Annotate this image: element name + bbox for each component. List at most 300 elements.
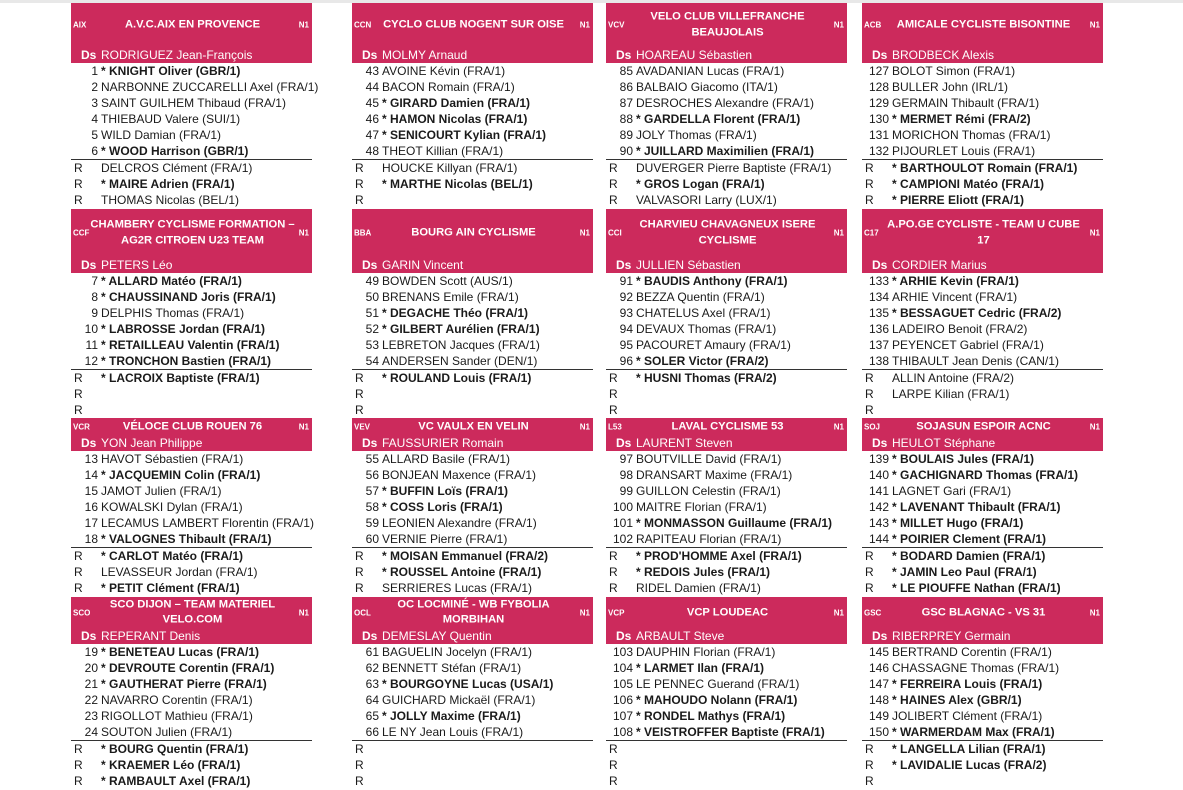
- rider-name: ARHIE Vincent (FRA/1): [892, 290, 1018, 304]
- rider-name: GERMAIN Thibault (FRA/1): [892, 96, 1040, 110]
- rider-row: [606, 111, 847, 127]
- reserve-row: [352, 176, 593, 192]
- rider-name: * HAMON Nicolas (FRA/1): [382, 112, 528, 126]
- team-header: [862, 209, 1103, 273]
- bib-number: 43: [365, 64, 379, 78]
- team-code: SOJ: [864, 422, 881, 431]
- team-title-area: [71, 418, 312, 435]
- rider-row: [606, 467, 847, 483]
- team-title-area: [352, 597, 593, 628]
- rider-name: LEONIEN Alexandre (FRA/1): [382, 516, 537, 530]
- reserve-row: [862, 159, 1103, 176]
- rider-name: ANDERSEN Sander (DEN/1): [382, 354, 538, 368]
- rider-row: [71, 127, 312, 143]
- rider-name: JOLIBERT Clément (FRA/1): [892, 709, 1043, 723]
- reserve-row: [862, 369, 1103, 386]
- reserve-letter: R: [609, 193, 618, 207]
- reserve-letter: R: [355, 193, 364, 207]
- rider-name: * GARDELLA Florent (FRA/1): [636, 112, 801, 126]
- team-title-area: [606, 418, 847, 435]
- ds-name: RODRIGUEZ Jean-François: [101, 48, 253, 62]
- bib-number: 145: [868, 645, 889, 659]
- team-name: GSC BLAGNAC - VS 31: [921, 605, 1046, 618]
- rider-name: * DEGACHE Théo (FRA/1): [382, 306, 529, 320]
- ds-label: Ds: [81, 48, 97, 62]
- team-title-area: [606, 209, 847, 257]
- rider-row: [862, 337, 1103, 353]
- ds-name: REPERANT Denis: [101, 629, 201, 643]
- ds-name: HOAREAU Sébastien: [636, 48, 753, 62]
- bib-number: 52: [365, 322, 379, 336]
- ds-label: Ds: [616, 258, 632, 272]
- rider-row: [862, 321, 1103, 337]
- rider-row: [862, 79, 1103, 95]
- reserve-row: [862, 547, 1103, 564]
- bib-number: 16: [84, 500, 98, 514]
- reserve-letter: R: [865, 403, 874, 417]
- rider-name: THEOT Killian (FRA/1): [382, 144, 504, 158]
- directeur-sportif: [872, 48, 1101, 62]
- reserve-letter: R: [865, 581, 874, 595]
- rider-name: BAGUELIN Jocelyn (FRA/1): [382, 645, 533, 659]
- bib-number: 50: [365, 290, 379, 304]
- reserve-name: SERRIERES Lucas (FRA/1): [382, 581, 533, 595]
- reserve-name: * GROS Logan (FRA/1): [636, 177, 765, 191]
- rider-name: * BAUDIS Anthony (FRA/1): [636, 274, 788, 288]
- division-badge: N1: [298, 422, 309, 431]
- bib-number: 59: [365, 516, 379, 530]
- rider-row: [862, 531, 1103, 547]
- rider-name: * WOOD Harrison (GBR/1): [101, 144, 249, 158]
- division-badge: N1: [1089, 20, 1100, 30]
- reserve-letter: R: [355, 549, 364, 563]
- bib-number: 8: [91, 290, 98, 304]
- rider-name: NAVARRO Corentin (FRA/1): [101, 693, 253, 707]
- rider-row: [71, 660, 312, 676]
- reserve-letter: R: [609, 774, 618, 788]
- reserve-name: * LAVIDALIE Lucas (FRA/2): [892, 758, 1047, 772]
- ds-name: DEMESLAY Quentin: [382, 629, 492, 643]
- bib-number: 7: [91, 274, 98, 288]
- rider-name: MAITRE Florian (FRA/1): [636, 500, 767, 514]
- ds-name: MOLMY Arnaud: [382, 48, 468, 62]
- rider-row: [606, 63, 847, 79]
- bib-number: 136: [868, 322, 889, 336]
- rider-row: [606, 515, 847, 531]
- reserve-letter: R: [865, 371, 874, 385]
- rider-name: * LAVENANT Thibault (FRA/1): [892, 500, 1061, 514]
- bib-number: 132: [868, 144, 889, 158]
- bib-number: 87: [619, 96, 633, 110]
- rider-name: * BUFFIN Loïs (FRA/1): [382, 484, 508, 498]
- rider-row: [862, 95, 1103, 111]
- team-name: CYCLO CLUB NOGENT SUR OISE: [383, 18, 564, 31]
- ds-label: Ds: [81, 629, 97, 643]
- team-title-area: [71, 3, 312, 47]
- bib-number: 99: [619, 484, 633, 498]
- bib-number: 93: [619, 306, 633, 320]
- division-badge: N1: [1089, 608, 1100, 617]
- bib-number: 101: [612, 516, 633, 530]
- rider-name: * BENETEAU Lucas (FRA/1): [101, 645, 260, 659]
- reserve-letter: R: [609, 177, 618, 191]
- bib-number: 90: [619, 144, 633, 158]
- bib-number: 61: [365, 645, 379, 659]
- rider-name: BOUTVILLE David (FRA/1): [636, 452, 782, 466]
- reserve-row: [352, 740, 593, 757]
- team-header: [352, 418, 593, 451]
- rider-name: GUICHARD Mickaël (FRA/1): [382, 693, 536, 707]
- team-block: [606, 3, 847, 208]
- team-block: [352, 209, 593, 418]
- division-badge: N1: [298, 20, 309, 30]
- bib-number: 144: [868, 532, 889, 546]
- bib-number: 51: [365, 306, 379, 320]
- reserve-letter: R: [74, 549, 83, 563]
- rider-name: BACON Romain (FRA/1): [382, 80, 515, 94]
- directeur-sportif: [81, 258, 310, 272]
- bib-number: 2: [91, 80, 98, 94]
- reserve-row: [862, 176, 1103, 192]
- rider-name: DAUPHIN Florian (FRA/1): [636, 645, 776, 659]
- bib-number: 128: [868, 80, 889, 94]
- rider-row: [606, 95, 847, 111]
- reserve-name: * LACROIX Baptiste (FRA/1): [101, 371, 260, 385]
- bib-number: 95: [619, 338, 633, 352]
- rider-name: * ARHIE Kevin (FRA/1): [892, 274, 1019, 288]
- rider-name: * MONMASSON Guillaume (FRA/1): [636, 516, 833, 530]
- bib-number: 104: [612, 661, 633, 675]
- rider-row: [862, 289, 1103, 305]
- reserve-letter: R: [74, 774, 83, 788]
- ds-name: CORDIER Marius: [892, 258, 987, 272]
- team-block: [862, 418, 1103, 596]
- reserve-row: [352, 159, 593, 176]
- rider-row: [352, 353, 593, 369]
- team-block: [606, 209, 847, 418]
- team-name: VC VAULX EN VELIN: [418, 419, 529, 432]
- ds-name: JULLIEN Sébastien: [636, 258, 741, 272]
- rider-name: BOLOT Simon (FRA/1): [892, 64, 1016, 78]
- team-name: SOJASUN ESPOIR ACNC: [916, 419, 1051, 432]
- reserve-row: [862, 740, 1103, 757]
- reserve-letter: R: [355, 565, 364, 579]
- reserve-letter: R: [74, 581, 83, 595]
- team-name: VÉLOCE CLUB ROUEN 76: [122, 419, 263, 432]
- bib-number: 134: [868, 290, 889, 304]
- reserve-row: [71, 564, 312, 580]
- bib-number: 12: [84, 354, 98, 368]
- bib-number: 23: [84, 709, 98, 723]
- rider-name: * COSS Loris (FRA/1): [382, 500, 503, 514]
- rider-row: [352, 127, 593, 143]
- directeur-sportif: [872, 629, 1101, 643]
- reserve-letter: R: [865, 549, 874, 563]
- team-name: CHARVIEU CHAVAGNEUX ISERE CYCLISME: [639, 218, 816, 246]
- rider-row: [862, 515, 1103, 531]
- reserve-row: [862, 402, 1103, 418]
- ds-name: YON Jean Philippe: [101, 436, 203, 450]
- rider-row: [352, 451, 593, 467]
- rider-name: SOUTON Julien (FRA/1): [101, 725, 233, 739]
- reserve-letter: R: [355, 371, 364, 385]
- reserve-row: [862, 386, 1103, 402]
- division-badge: N1: [579, 608, 590, 617]
- rider-row: [352, 499, 593, 515]
- team-code: OCL: [354, 608, 371, 617]
- rider-row: [606, 337, 847, 353]
- rider-name: * JACQUEMIN Colin (FRA/1): [101, 468, 261, 482]
- team-title-area: [606, 3, 847, 47]
- rider-name: * MILLET Hugo (FRA/1): [892, 516, 1024, 530]
- rider-name: CHASSAGNE Thomas (FRA/1): [892, 661, 1060, 675]
- rider-name: * CHAUSSINAND Joris (FRA/1): [101, 290, 276, 304]
- team-code: VCR: [73, 422, 90, 431]
- team-name: VCP LOUDEAC: [686, 605, 769, 618]
- reserve-row: [606, 386, 847, 402]
- bib-number: 9: [91, 306, 98, 320]
- team-code: C17: [864, 228, 879, 238]
- reserve-name: LEVASSEUR Jordan (FRA/1): [101, 565, 258, 579]
- reserve-letter: R: [609, 549, 618, 563]
- reserve-name: * PETIT Clément (FRA/1): [101, 581, 240, 595]
- rider-row: [352, 515, 593, 531]
- team-header: [352, 209, 593, 273]
- reserve-letter: R: [609, 371, 618, 385]
- reserve-name: ALLIN Antoine (FRA/2): [892, 371, 1015, 385]
- team-code: CCI: [608, 228, 622, 238]
- team-header: [606, 418, 847, 451]
- rider-row: [71, 143, 312, 159]
- rider-row: [71, 111, 312, 127]
- rider-row: [862, 483, 1103, 499]
- rider-row: [352, 79, 593, 95]
- team-header: [606, 597, 847, 644]
- rider-row: [71, 337, 312, 353]
- reserve-row: [352, 402, 593, 418]
- reserve-name: * PIERRE Eliott (FRA/1): [892, 193, 1025, 207]
- team-code: CCF: [73, 228, 90, 238]
- bib-number: 15: [84, 484, 98, 498]
- reserve-row: [606, 773, 847, 789]
- reserve-name: * HUSNI Thomas (FRA/2): [636, 371, 777, 385]
- bib-number: 64: [365, 693, 379, 707]
- rider-name: * GACHIGNARD Thomas (FRA/1): [892, 468, 1079, 482]
- rider-name: * FERREIRA Louis (FRA/1): [892, 677, 1043, 691]
- ds-label: Ds: [81, 436, 97, 450]
- reserve-name: * RAMBAULT Axel (FRA/1): [101, 774, 251, 788]
- team-title-area: [352, 418, 593, 435]
- rider-name: * JUILLARD Maximilien (FRA/1): [636, 144, 815, 158]
- rider-name: PIJOURLET Louis (FRA/1): [892, 144, 1036, 158]
- bib-number: 20: [84, 661, 98, 675]
- rider-row: [352, 289, 593, 305]
- team-code: GSC: [864, 608, 882, 617]
- team-title-area: [71, 209, 312, 257]
- bib-number: 18: [84, 532, 98, 546]
- rider-name: BRENANS Emile (FRA/1): [382, 290, 519, 304]
- bib-number: 150: [868, 725, 889, 739]
- rider-row: [71, 692, 312, 708]
- rider-row: [71, 63, 312, 79]
- team-name: OC LOCMINÉ - WB FYBOLIA MORBIHAN: [397, 598, 550, 626]
- bib-number: 10: [84, 322, 98, 336]
- ds-name: RIBERPREY Germain: [892, 629, 1011, 643]
- reserve-row: [352, 580, 593, 596]
- rider-name: BULLER John (IRL/1): [892, 80, 1009, 94]
- bib-number: 98: [619, 468, 633, 482]
- rider-row: [606, 321, 847, 337]
- reserve-row: [606, 564, 847, 580]
- reserve-row: [71, 192, 312, 208]
- bib-number: 146: [868, 661, 889, 675]
- team-code: L53: [608, 422, 622, 431]
- reserve-row: [71, 159, 312, 176]
- rider-row: [352, 660, 593, 676]
- reserve-name: * REDOIS Jules (FRA/1): [636, 565, 771, 579]
- rider-row: [862, 660, 1103, 676]
- reserve-row: [606, 580, 847, 596]
- reserve-row: [352, 192, 593, 208]
- bib-number: 58: [365, 500, 379, 514]
- rider-name: * GILBERT Aurélien (FRA/1): [382, 322, 540, 336]
- rider-row: [606, 305, 847, 321]
- reserve-letter: R: [609, 403, 618, 417]
- rider-row: [862, 676, 1103, 692]
- team-header: [862, 597, 1103, 644]
- ds-label: Ds: [81, 258, 97, 272]
- rider-row: [606, 143, 847, 159]
- reserve-name: * JAMIN Leo Paul (FRA/1): [892, 565, 1037, 579]
- team-name: A.V.C.AIX EN PROVENCE: [124, 18, 261, 31]
- bib-number: 129: [868, 96, 889, 110]
- team-code: VCV: [608, 20, 625, 30]
- rider-row: [71, 321, 312, 337]
- bib-number: 57: [365, 484, 379, 498]
- team-title-area: [71, 597, 312, 628]
- rider-row: [71, 273, 312, 289]
- bib-number: 140: [868, 468, 889, 482]
- bib-number: 62: [365, 661, 379, 675]
- bib-number: 147: [868, 677, 889, 691]
- directeur-sportif: [81, 436, 310, 450]
- reserve-letter: R: [74, 758, 83, 772]
- reserve-letter: R: [609, 565, 618, 579]
- bib-number: 103: [612, 645, 633, 659]
- bib-number: 107: [612, 709, 633, 723]
- rider-row: [606, 676, 847, 692]
- team-code: BBA: [354, 228, 372, 238]
- rider-name: PACOURET Amaury (FRA/1): [636, 338, 791, 352]
- reserve-letter: R: [355, 403, 364, 417]
- team-header: [71, 418, 312, 451]
- bib-number: 66: [365, 725, 379, 739]
- rider-name: * BESSAGUET Cedric (FRA/2): [892, 306, 1062, 320]
- rider-row: [862, 692, 1103, 708]
- bib-number: 137: [868, 338, 889, 352]
- division-badge: N1: [833, 20, 844, 30]
- rider-name: * SOLER Victor (FRA/2): [636, 354, 769, 368]
- rider-name: MORICHON Thomas (FRA/1): [892, 128, 1051, 142]
- reserve-name: * BARTHOULOT Romain (FRA/1): [892, 161, 1078, 175]
- rider-row: [71, 644, 312, 660]
- bib-number: 141: [868, 484, 889, 498]
- rider-name: RIGOLLOT Mathieu (FRA/1): [101, 709, 253, 723]
- reserve-letter: R: [355, 581, 364, 595]
- reserve-row: [71, 369, 312, 386]
- rider-row: [71, 467, 312, 483]
- rider-row: [352, 467, 593, 483]
- rider-row: [71, 724, 312, 740]
- reserve-letter: R: [74, 387, 83, 401]
- rider-row: [71, 353, 312, 369]
- directeur-sportif: [81, 48, 310, 62]
- rider-row: [862, 708, 1103, 724]
- reserve-row: [862, 564, 1103, 580]
- ds-label: Ds: [362, 258, 378, 272]
- ds-name: HEULOT Stéphane: [892, 436, 996, 450]
- rider-name: * LARMET Ilan (FRA/1): [636, 661, 764, 675]
- reserve-letter: R: [865, 161, 874, 175]
- rider-name: NARBONNE ZUCCARELLI Axel (FRA/1): [101, 80, 319, 94]
- rider-name: THIEBAUD Valere (SUI/1): [101, 112, 241, 126]
- rider-name: * LABROSSE Jordan (FRA/1): [101, 322, 266, 336]
- ds-name: BRODBECK Alexis: [892, 48, 995, 62]
- bib-number: 127: [868, 64, 889, 78]
- bib-number: 138: [868, 354, 889, 368]
- reserve-row: [352, 369, 593, 386]
- rider-row: [862, 63, 1103, 79]
- rider-row: [352, 273, 593, 289]
- rider-row: [71, 95, 312, 111]
- reserve-row: [862, 773, 1103, 789]
- reserve-letter: R: [609, 581, 618, 595]
- rider-row: [862, 724, 1103, 740]
- team-header: [352, 597, 593, 644]
- rider-row: [862, 467, 1103, 483]
- bib-number: 135: [868, 306, 889, 320]
- division-badge: N1: [833, 608, 844, 617]
- reserve-name: * LE PIOUFFE Nathan (FRA/1): [892, 581, 1061, 595]
- division-badge: N1: [298, 608, 309, 617]
- rider-name: DELPHIS Thomas (FRA/1): [101, 306, 245, 320]
- rider-row: [71, 305, 312, 321]
- reserve-row: [606, 740, 847, 757]
- rider-name: BOWDEN Scott (AUS/1): [382, 274, 513, 288]
- rider-row: [862, 273, 1103, 289]
- rider-name: BENNETT Stéfan (FRA/1): [382, 661, 522, 675]
- reserve-name: DELCROS Clément (FRA/1): [101, 161, 253, 175]
- rider-row: [352, 724, 593, 740]
- reserve-row: [606, 402, 847, 418]
- directeur-sportif: [362, 48, 591, 62]
- rider-row: [352, 337, 593, 353]
- directeur-sportif: [616, 48, 845, 62]
- rider-row: [862, 111, 1103, 127]
- rider-name: PEYENCET Gabriel (FRA/1): [892, 338, 1044, 352]
- rider-row: [352, 676, 593, 692]
- ds-label: Ds: [362, 629, 378, 643]
- rider-name: KOWALSKI Dylan (FRA/1): [101, 500, 243, 514]
- bib-number: 55: [365, 452, 379, 466]
- reserve-name: VALVASORI Larry (LUX/1): [636, 193, 777, 207]
- bib-number: 142: [868, 500, 889, 514]
- team-title-area: [862, 209, 1103, 257]
- reserve-row: [71, 547, 312, 564]
- rider-row: [71, 708, 312, 724]
- rider-name: * HAINES Alex (GBR/1): [892, 693, 1022, 707]
- rider-row: [71, 451, 312, 467]
